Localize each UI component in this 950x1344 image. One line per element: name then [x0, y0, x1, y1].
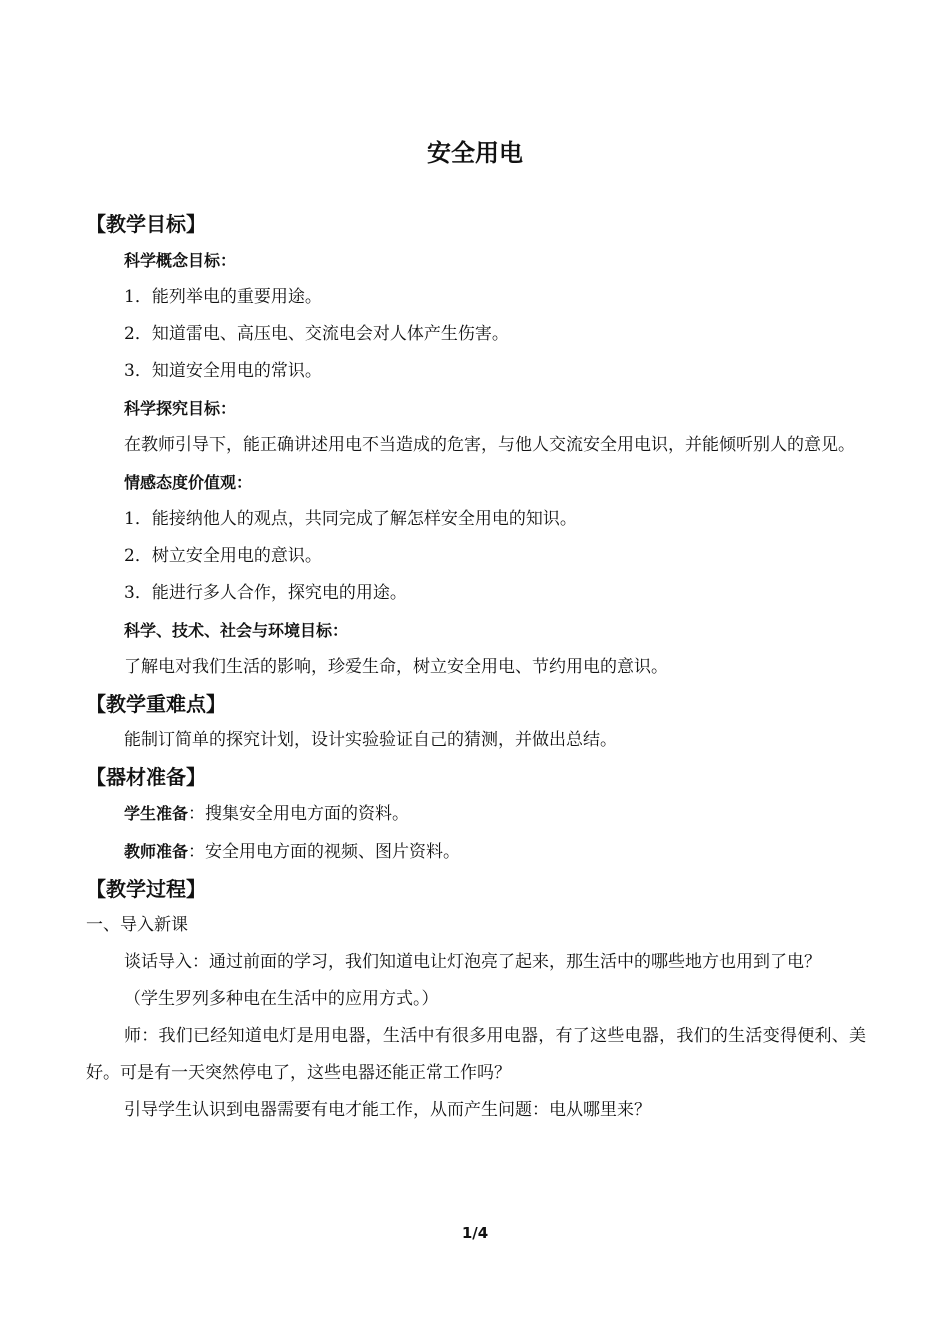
process-paragraph-3: 师：我们已经知道电灯是用电器，生活中有很多用电器，有了这些电器，我们的生活变得便利、美好。可是有一天突然停电了，这些电器还能正常工作吗？ — [86, 1026, 866, 1083]
process-paragraph-2: （学生罗列多种电在生活中的应用方式。） — [124, 989, 439, 1009]
page-separator: / — [472, 1224, 478, 1242]
inquiry-goals-label: 科学探究目标： — [124, 399, 237, 418]
attitude-goals-label: 情感态度价值观： — [124, 473, 253, 492]
section-heading-goals: 【教学目标】 — [86, 212, 206, 236]
step1-title: 一、导入新课 — [86, 915, 188, 935]
section-heading-materials: 【器材准备】 — [86, 765, 206, 789]
concept-item-2: 2．知道雷电、高压电、交流电会对人体产生伤害。 — [124, 324, 509, 344]
document-body — [86, 206, 866, 1129]
page-number — [0, 1224, 950, 1242]
teacher-materials-label: 教师准备 — [124, 842, 189, 861]
concept-item-3: 3．知道安全用电的常识。 — [124, 361, 322, 381]
attitude-item-2: 2．树立安全用电的意识。 — [124, 546, 322, 566]
attitude-item-1: 1．能接纳他人的观点，共同完成了解怎样安全用电的知识。 — [124, 509, 577, 529]
inquiry-goals-text: 在教师引导下，能正确讲述用电不当造成的危害，与他人交流安全用电识，并能倾听别人的意见。 — [124, 435, 855, 455]
concept-goals-label: 科学概念目标： — [124, 251, 237, 270]
student-materials — [86, 795, 866, 833]
attitude-item-3: 3．能进行多人合作，探究电的用途。 — [124, 583, 407, 603]
process-paragraph-1: 谈话导入：通过前面的学习，我们知道电让灯泡亮了起来，那生活中的哪些地方也用到了电？ — [124, 952, 821, 972]
section-heading-key-points: 【教学重难点】 — [86, 692, 226, 716]
concept-item-1: 1．能列举电的重要用途。 — [124, 287, 322, 307]
process-paragraph-4: 引导学生认识到电器需要有电才能工作，从而产生问题：电从哪里来？ — [124, 1100, 651, 1120]
page-total: 4 — [477, 1224, 489, 1242]
document-title: 安全用电 — [427, 138, 523, 167]
key-points-text: 能制订简单的探究计划，设计实验验证自己的猜测，并做出总结。 — [124, 730, 617, 750]
stse-goals-label: 科学、技术、社会与环境目标： — [124, 621, 349, 640]
student-materials-text: ：搜集安全用电方面的资料。 — [188, 804, 410, 824]
teacher-materials-text: ：安全用电方面的视频、图片资料。 — [188, 842, 461, 862]
page-current: 1 — [461, 1224, 473, 1242]
section-heading-process: 【教学过程】 — [86, 877, 206, 901]
student-materials-label: 学生准备 — [124, 804, 189, 823]
teacher-materials — [86, 833, 866, 871]
stse-goals-text: 了解电对我们生活的影响，珍爱生命，树立安全用电、节约用电的意识。 — [124, 657, 668, 677]
